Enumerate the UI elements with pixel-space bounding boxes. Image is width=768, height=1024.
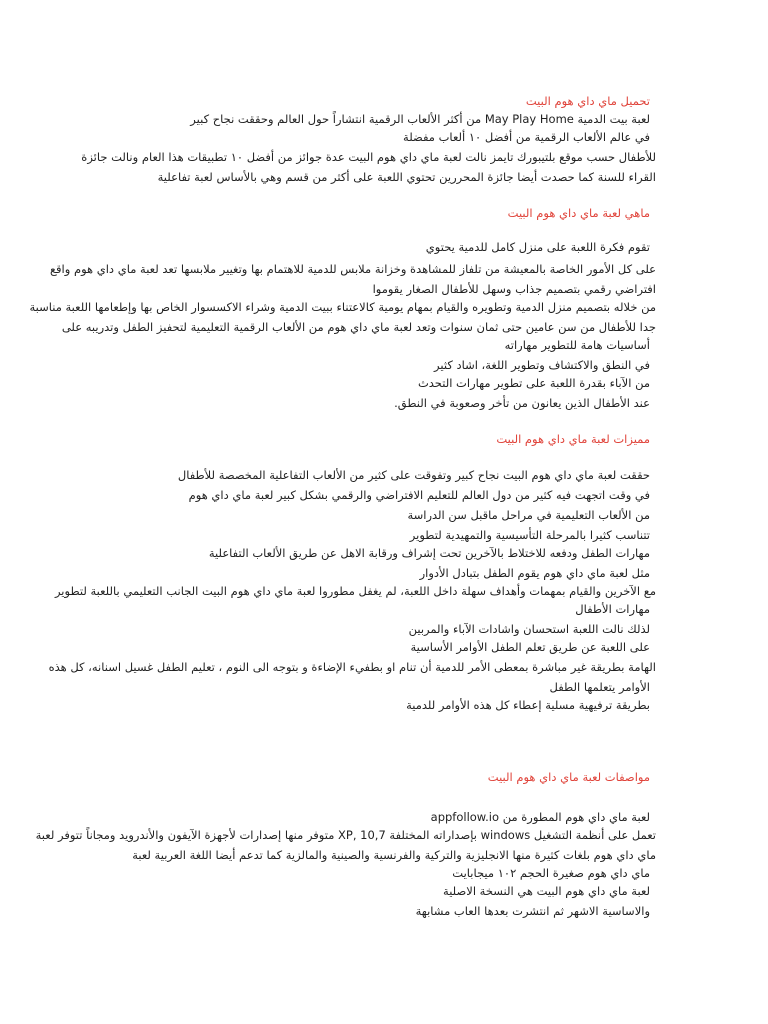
paragraph-line: على اللعبة عن طريق تعلم الطفل الأوامر الأساسية (410, 640, 650, 654)
paragraph-line: من الألعاب التعليمية في مراحل ماقبل سن الدراسة (407, 508, 650, 522)
paragraph-line: تتناسب كثيرا بالمرحلة التأسيسية والتمهيدية لتطوير (409, 528, 650, 542)
paragraph-line: افتراضي رقمي بتصميم جذاب وسهل للأطفال الصغار يقوموا (372, 282, 656, 296)
paragraph-line: تقوم فكرة اللعبة على منزل كامل للدمية يحتوي (425, 240, 650, 254)
section-heading-download: تحميل ماي داي هوم البيت (525, 94, 650, 108)
paragraph-line: من الآباء بقدرة اللعبة على تطوير مهارات التحدث (417, 376, 650, 390)
paragraph-line: مثل لعبة ماي داي هوم يقوم الطفل بتبادل الأدوار (419, 566, 650, 580)
paragraph-line: الهامة بطريقة غير مباشرة بمعطى الأمر للدمية أن تنام او بطفيء الإضاءة و بتوجه الى النوم ، تعليم الطفل غسيل اسنانه، كل هذه (48, 660, 656, 674)
paragraph-line: مهارات الأطفال (575, 602, 650, 616)
paragraph-line: على كل الأمور الخاصة بالمعيشة من تلفاز للمشاهدة وخزانة ملابس للدمية للاهتمام بها وتغيير ملابسها تعد لعبة ماي داي هوم واقع (49, 262, 656, 276)
paragraph-line: مهارات الطفل ودفعه للاختلاط بالآخرين تحت إشراف ورقابة الاهل عن طريق الألعاب التفاعلية (208, 546, 650, 560)
section-heading-specs: مواصفات لعبة ماي داي هوم البيت (487, 770, 650, 784)
paragraph-line: حققت لعبة ماي داي هوم البيت نجاح كبير وتفوقت على كثير من الألعاب التفاعلية المخصصة للأطفال (177, 468, 650, 482)
paragraph-line: من خلاله بتصميم منزل الدمية وتطويره والقيام بمهام يومية كالاعتناء ببيت الدمية وشراء الاكسسوار الخاص بها وإطعامها اللعبة مناسبة (29, 300, 656, 314)
paragraph-line: بطريقة ترفيهية مسلية إعطاء كل هذه الأوامر للدمية (406, 698, 650, 712)
paragraph-line: تعمل على أنظمة التشغيل windows بإصداراته المختلفة XP, 10,7 متوفر منها إصدارات لأجهزة الآيفون والأندرويد ومجاناً تتوفر لعبة (35, 828, 656, 842)
paragraph-line: والاساسية الاشهر ثم انتشرت بعدها العاب مشابهة (415, 904, 650, 918)
paragraph-line: في وقت اتجهت فيه كثير من دول العالم للتعليم الافتراضي والرقمي بشكل كبير لعبة ماي داي هوم (188, 488, 650, 502)
section-heading-what-is: ماهي لعبة ماي داي هوم البيت (507, 206, 650, 220)
paragraph-line: عند الأطفال الذين يعانون من تأخر وصعوبة في النطق. (394, 396, 650, 410)
paragraph-line: لذلك نالت اللعبة استحسان واشادات الآباء والمربين (408, 622, 650, 636)
paragraph-line: القراء للسنة كما حصدت أيضا جائزة المحررين تحتوي اللعبة على أكثر من قسم وهي بالأساس لعبة تفاعلية (157, 170, 656, 184)
paragraph-line: لعبة ماي داي هوم البيت هي النسخة الاصلية (443, 884, 650, 898)
paragraph-line: لعبة ماي داي هوم المطورة من appfollow.io (430, 810, 650, 824)
paragraph-line: في النطق والاكتشاف وتطوير اللغة، اشاد كثير (434, 358, 650, 372)
paragraph-line: للأطفال حسب موقع بلتيبورك تايمز نالت لعبة ماي داي هوم البيت عدة جوائز من أفضل ١٠ تطبيقات هذا العام ونالت جائزة (81, 150, 656, 164)
paragraph-line: لعبة بيت الدمية May Play Home من أكثر الألعاب الرقمية انتشاراً حول العالم وحققت نجاح كبير (190, 112, 650, 126)
paragraph-line: ماي داي هوم بلغات كثيرة منها الانجليزية والتركية والفرنسية والصينية والمالزية كما تدعم أيضا اللغة العربية لعبة (132, 848, 656, 862)
paragraph-line: جدا للأطفال من سن عامين حتى ثمان سنوات وتعد لعبة ماي داي هوم من الألعاب الرقمية التعليمية لتحفيز الطفل وتدريبه على (61, 320, 656, 334)
paragraph-line: مع الآخرين والقيام بمهمات وأهداف سهلة داخل اللعبة، لم يغفل مطوروا لعبة ماي داي هوم البيت الجانب التعليمي باللعبة لتطوير (54, 584, 656, 598)
paragraph-line: ماي داي هوم صغيرة الحجم ١٠٢ ميجابايت (452, 866, 650, 880)
paragraph-line: الأوامر يتعلمها الطفل (549, 680, 650, 694)
paragraph-line: أساسيات هامة للتطوير مهاراته (504, 338, 650, 352)
paragraph-line: في عالم الألعاب الرقمية من أفضل ١٠ ألعاب مفضلة (403, 130, 650, 144)
section-heading-features: مميزات لعبة ماي داي هوم البيت (496, 432, 650, 446)
